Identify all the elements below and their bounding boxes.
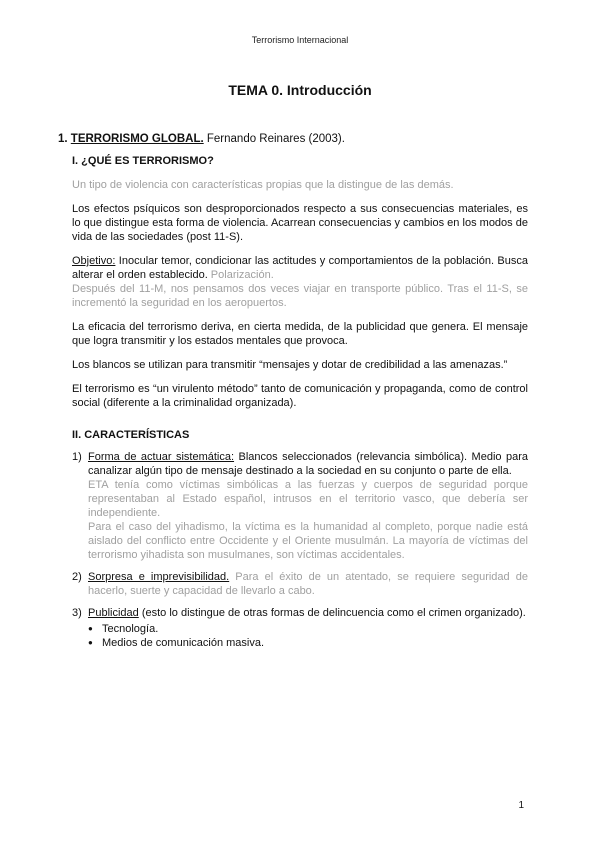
objective-label: Objetivo: [72,255,116,267]
list-number: 1) [72,451,82,463]
item-label: Publicidad [88,607,139,619]
list-item-surprise [72,570,528,598]
section-title: TERRORISMO GLOBAL. [70,133,204,145]
item-text: Publicidad (esto lo distingue de otras formas de delincuencia como el crimen organizado). [88,607,526,619]
bullet-icon: ● [88,624,93,633]
paragraph-example-11m: Después del 11-M, nos pensamos dos veces viajar en transporte público. Tras el 11-S, se incrementó la seguridad en los aeropuertos. [72,283,528,309]
section-author: Fernando Reinares (2003). [203,133,345,145]
item-text: Forma de actuar sistemática: Blancos seleccionados (relevancia simbólica). Medio para canalizar algún tipo de mensaje destinado a la sociedad en su conjunto o parte de ella. [88,451,528,477]
subsection-heading-what-is: I. ¿QUÉ ES TERRORISMO? [72,155,214,167]
example-yihadismo: Para el caso del yihadismo, la víctima es la humanidad al completo, porque nadie está aislado del conflicto entre Occidente y el Oriente musulmán. La mayoría de víctimas del terrorismo yihadista son musulmanes, son víctimas accidentales. [88,521,528,561]
example-eta: ETA tenía como víctimas simbólicas a las fuerzas y cuerpos de seguridad porque representaban al Estado español, intrusos en el territorio vasco, que debería ser independiente. [88,479,528,519]
paragraph-psychic-effects: Los efectos psíquicos son desproporcionados respecto a sus consecuencias materiales, es lo que distingue esta forma de violencia. Acarrean consecuencias y cambios en los modos de vida de las sociedades (post 11-S). [72,203,528,243]
paragraph-method: El terrorismo es “un virulento método” tanto de comunicación y propaganda, como de control social (diferente a la criminalidad organizada). [72,383,528,409]
document-body [58,132,528,658]
list-number: 2) [72,571,82,583]
objective-block [72,254,528,310]
paragraph-targets: Los blancos se utilizan para transmitir “mensajes y dotar de credibilidad a las amenazas.” [72,359,508,371]
list-number: 3) [72,607,82,619]
paragraph-definition: Un tipo de violencia con características propias que la distingue de las demás. [72,179,454,191]
section-heading [58,132,528,146]
page-title: TEMA 0. Introducción [228,82,372,98]
objective-text: Inocular temor, condicionar las actitudes y comportamientos de la población. Busca alterar el orden establecido. [72,255,528,281]
item-text: Sorpresa e imprevisibilidad. Para el éxito de un atentado, se requiere seguridad de hacerlo, suerte y capacidad de llevarlo a cabo. [88,571,528,597]
item-label: Sorpresa e imprevisibilidad. [88,571,230,583]
polarization-note: Polarización. [207,269,274,281]
paragraph-efficacy: La eficacia del terrorismo deriva, en cierta medida, de la publicidad que genera. El mensaje que logra transmitir y los estados mentales que provoca. [72,321,528,347]
running-header: Terrorismo Internacional [251,35,349,45]
bullet-item: ● Tecnología. [88,623,159,635]
subsection-heading-characteristics: II. CARACTERÍSTICAS [72,429,190,441]
list-item-systematic [72,450,528,562]
bullet-item: ● Medios de comunicación masiva. [88,637,265,649]
page-number: 1 [518,800,524,811]
bullet-list [88,622,528,650]
bullet-icon: ● [88,638,93,647]
objective-paragraph [72,254,528,282]
section-number: 1. [58,133,68,145]
list-item-publicity [72,606,528,650]
item-label: Forma de actuar sistemática: [88,451,235,463]
